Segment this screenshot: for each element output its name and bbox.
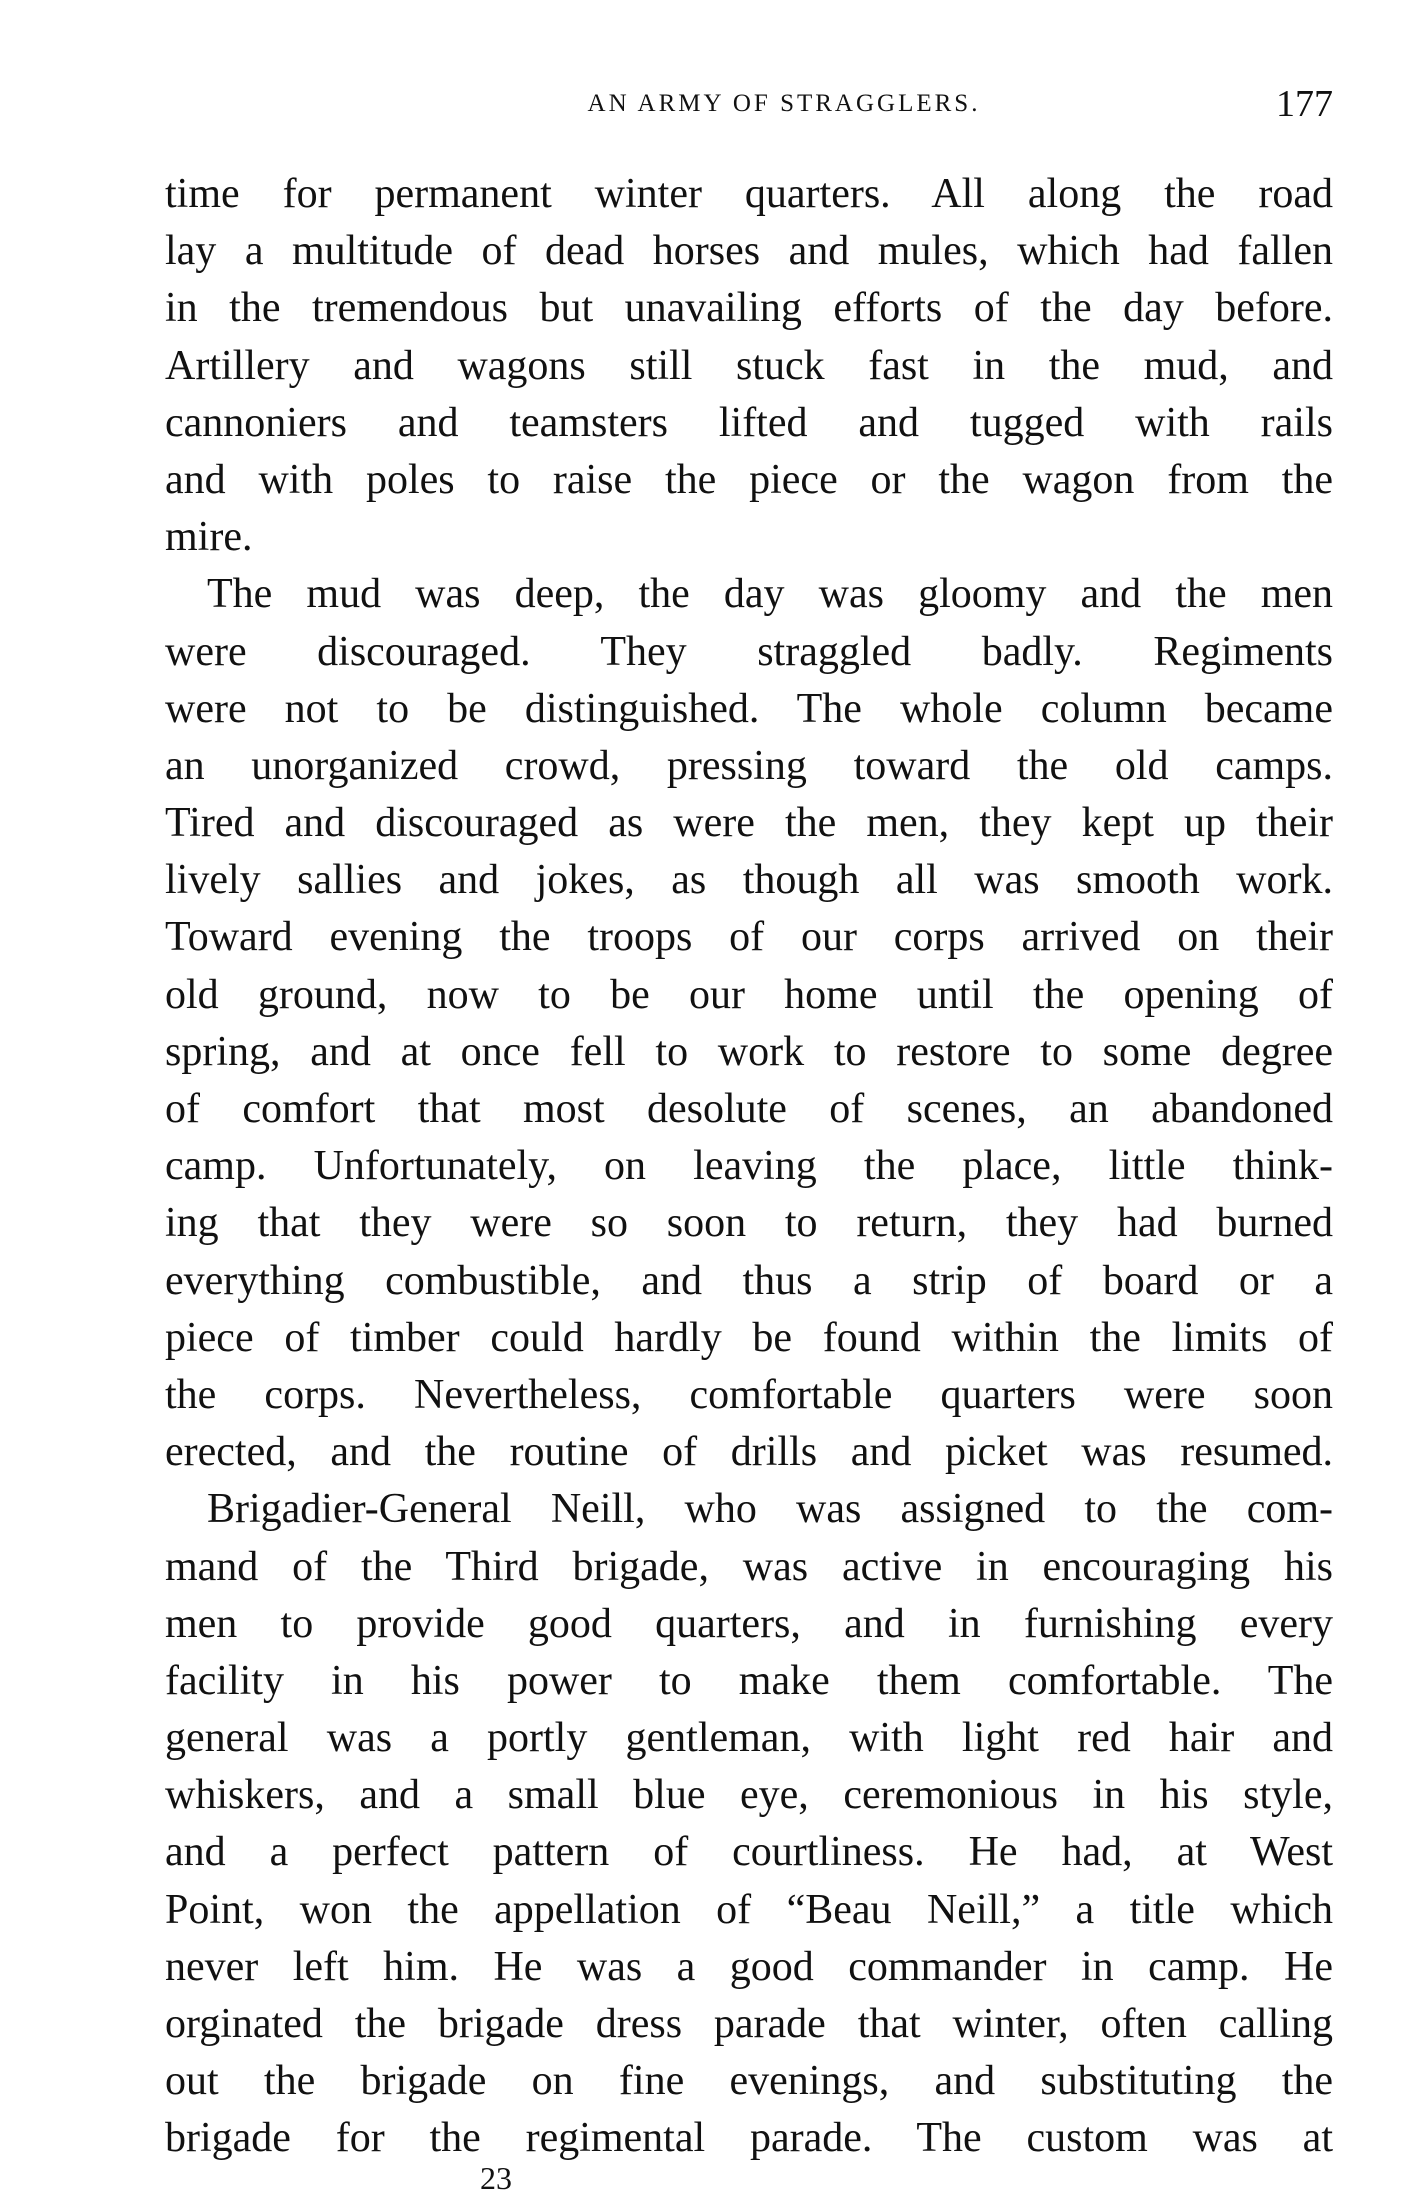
text-line: time for permanent winter quarters. All along the road — [165, 171, 1333, 217]
page-body — [165, 166, 1333, 2168]
text-line: never left him. He was a good commander in camp. He — [165, 1943, 1333, 1990]
text-line: spring, and at once fell to work to restore to some degree — [165, 1028, 1333, 1075]
paragraph — [165, 166, 1333, 566]
text-line: The mud was deep, the day was gloomy and the men — [207, 571, 1333, 618]
paragraph — [165, 566, 1333, 1481]
text-line: whiskers, and a small blue eye, ceremonious in his style, — [165, 1772, 1333, 1819]
text-line: old ground, now to be our home until the opening of — [165, 971, 1333, 1018]
text-line: facility in his power to make them comfortable. The — [165, 1657, 1333, 1704]
text-line: cannoniers and teamsters lifted and tugged with rails — [165, 399, 1333, 446]
text-line: camp. Unfortunately, on leaving the place, little think- — [165, 1143, 1333, 1190]
page-header — [165, 82, 1333, 125]
text-line: brigade for the regimental parade. The custom was at — [165, 2115, 1333, 2162]
text-line: of comfort that most desolute of scenes, an abandoned — [165, 1086, 1333, 1132]
text-line: and a perfect pattern of courtliness. He had, at West — [165, 1829, 1333, 1876]
text-line: and with poles to raise the piece or the wagon from the — [165, 456, 1333, 503]
text-line: Toward evening the troops of our corps arrived on their — [165, 914, 1333, 961]
text-line: were discouraged. They straggled badly. Regiments — [165, 628, 1333, 675]
text-line: Artillery and wagons still stuck fast in the mud, and — [165, 342, 1333, 389]
text-line: were not to be distinguished. The whole column became — [165, 685, 1333, 732]
text-line: ing that they were so soon to return, they had burned — [165, 1200, 1333, 1247]
text-line: erected, and the routine of drills and picket was resumed. — [165, 1429, 1333, 1476]
signature-mark: 23 — [480, 2160, 512, 2196]
text-line: lay a multitude of dead horses and mules, which had fallen — [165, 228, 1333, 275]
text-line: the corps. Nevertheless, comfortable quarters were soon — [165, 1371, 1333, 1418]
text-line: Point, won the appellation of “Beau Neill,” a title which — [165, 1886, 1333, 1933]
text-line: men to provide good quarters, and in furnishing every — [165, 1600, 1333, 1647]
text-line: Brigadier-General Neill, who was assigned to the com- — [207, 1486, 1333, 1533]
text-line: Tired and discouraged as were the men, they kept up their — [165, 800, 1333, 847]
text-line: out the brigade on fine evenings, and substituting the — [165, 2058, 1333, 2105]
text-line: everything combustible, and thus a strip of board or a — [165, 1257, 1333, 1304]
text-line: mire. — [165, 514, 253, 561]
text-line: general was a portly gentleman, with light red hair and — [165, 1715, 1333, 1762]
paragraph — [165, 1481, 1333, 2167]
text-line: mand of the Third brigade, was active in encouraging his — [165, 1543, 1333, 1590]
text-line: an unorganized crowd, pressing toward the old camps. — [165, 742, 1333, 789]
text-line: piece of timber could hardly be found within the limits of — [165, 1314, 1333, 1361]
running-title: AN ARMY OF STRAGGLERS. — [587, 90, 981, 117]
text-line: lively sallies and jokes, as though all was smooth work. — [165, 857, 1333, 904]
text-line: in the tremendous but unavailing efforts of the day before. — [165, 285, 1333, 332]
text-line: orginated the brigade dress parade that winter, often calling — [165, 2001, 1333, 2047]
page-number: 177 — [1276, 83, 1333, 125]
